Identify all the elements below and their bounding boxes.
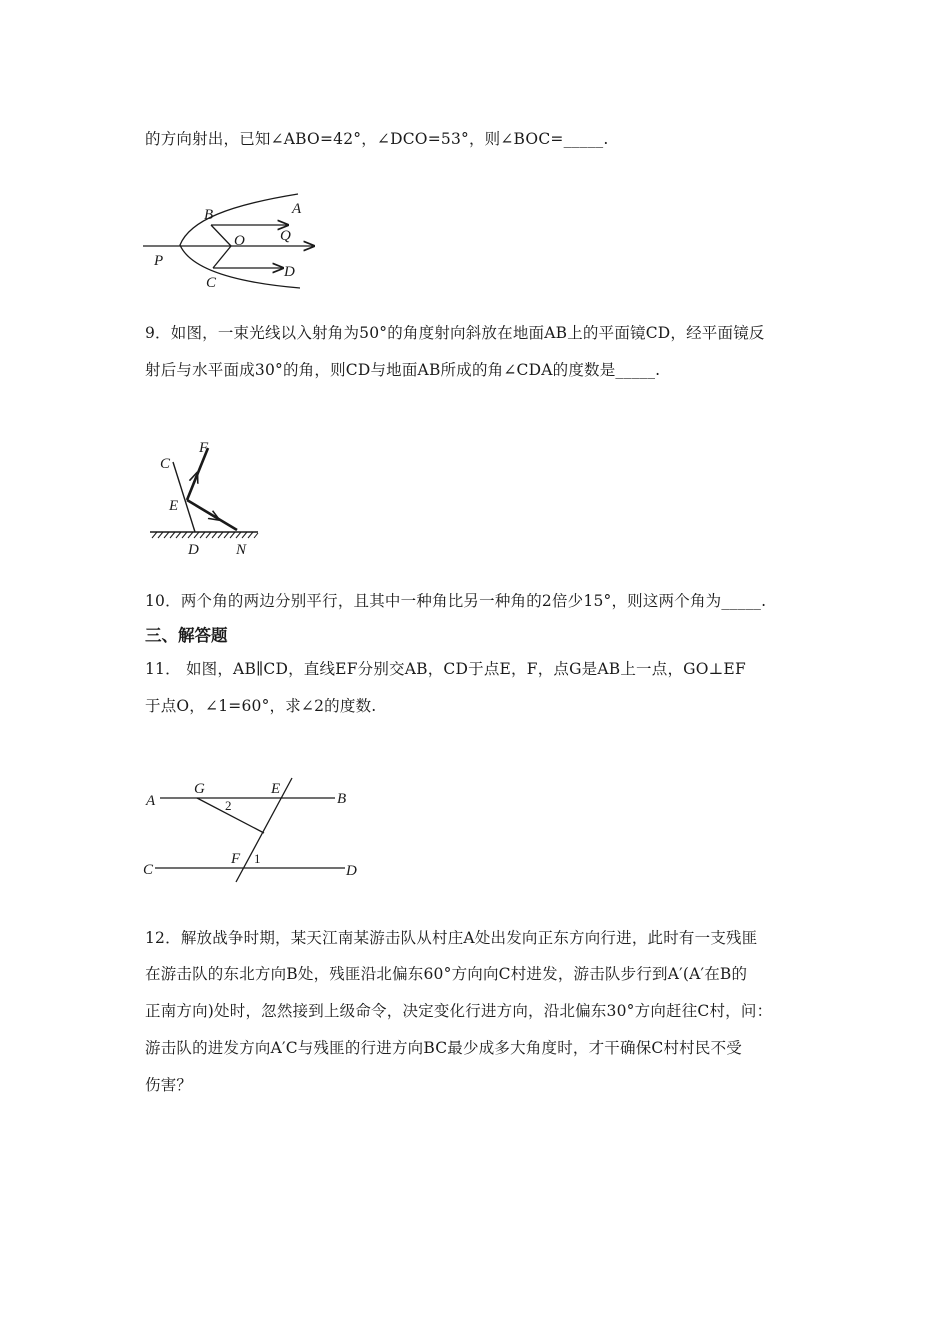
label-p: P xyxy=(154,253,164,269)
label-a: A xyxy=(292,201,302,217)
ground-hatching xyxy=(152,532,258,538)
arrow-fe xyxy=(188,476,196,497)
label-angle-1: 1 xyxy=(254,851,261,866)
q10-text-line: 10．两个角的两边分别平行，且其中一种角比另一种角的2倍少15°，则这两个角为_____. xyxy=(145,592,767,610)
section-heading: 三、解答题 xyxy=(145,626,228,645)
label-a: A xyxy=(146,793,156,809)
q12-text-line-5: 伤害？ xyxy=(145,1076,193,1094)
q12-text-line-4: 游击队的进发方向A′C与残匪的行进方向BC最少成多大角度时，才干确保C村村民不受 xyxy=(145,1039,742,1057)
q11-text-line-1: 11． 如图，AB∥CD，直线EF分别交AB，CD于点E，F，点G是AB上一点，GO⊥EF xyxy=(145,660,746,678)
label-d: D xyxy=(188,542,199,558)
label-c: C xyxy=(206,275,217,291)
q12-text-line-2: 在游击队的东北方向B处，残匪沿北偏东60°方向向C村进发，游击队步行到A′(A′在B的 xyxy=(145,965,748,983)
q9-mirror-figure xyxy=(145,435,265,560)
label-d: D xyxy=(284,264,295,280)
label-f: F xyxy=(231,851,241,867)
line-ef xyxy=(236,778,292,882)
q9-text-line-1: 9．如图，一束光线以入射角为50°的角度射向斜放在地面AB上的平面镜CD，经平面镜反 xyxy=(145,324,765,342)
ray-o-c xyxy=(213,246,231,268)
q8-text-line: 的方向射出，已知∠ABO=42°，∠DCO=53°，则∠BOC=_____. xyxy=(145,130,609,148)
label-g: G xyxy=(194,781,205,797)
label-e: E xyxy=(169,498,179,514)
q11-text-line-2: 于点O，∠1=60°，求∠2的度数. xyxy=(145,697,377,715)
q11-parallel-lines-figure xyxy=(140,775,365,885)
label-o: O xyxy=(234,233,245,249)
label-b: B xyxy=(204,207,214,223)
q9-text-line-2: 射后与水平面成30°的角，则CD与地面AB所成的角∠CDA的度数是_____. xyxy=(145,361,661,379)
arrow-en xyxy=(196,506,216,518)
label-e: E xyxy=(271,781,281,797)
label-n: N xyxy=(236,542,247,558)
mirror-cd xyxy=(173,462,195,532)
label-c: C xyxy=(143,862,154,878)
q12-text-line-1: 12．解放战争时期，某天江南某游击队从村庄A处出发向正东方向行进，此时有一支残匪 xyxy=(145,929,758,947)
label-c: C xyxy=(160,456,171,472)
q12-text-line-3: 正南方向)处时，忽然接到上级命令，决定变化行进方向，沿北偏东30°方向赶往C村，问： xyxy=(145,1002,773,1020)
label-angle-2: 2 xyxy=(225,798,232,813)
label-b: B xyxy=(337,791,347,807)
ray-b-o xyxy=(211,225,231,246)
label-f: F xyxy=(199,440,209,456)
label-q: Q xyxy=(280,228,291,244)
q8-parabola-figure xyxy=(140,190,340,300)
label-d: D xyxy=(346,863,357,879)
